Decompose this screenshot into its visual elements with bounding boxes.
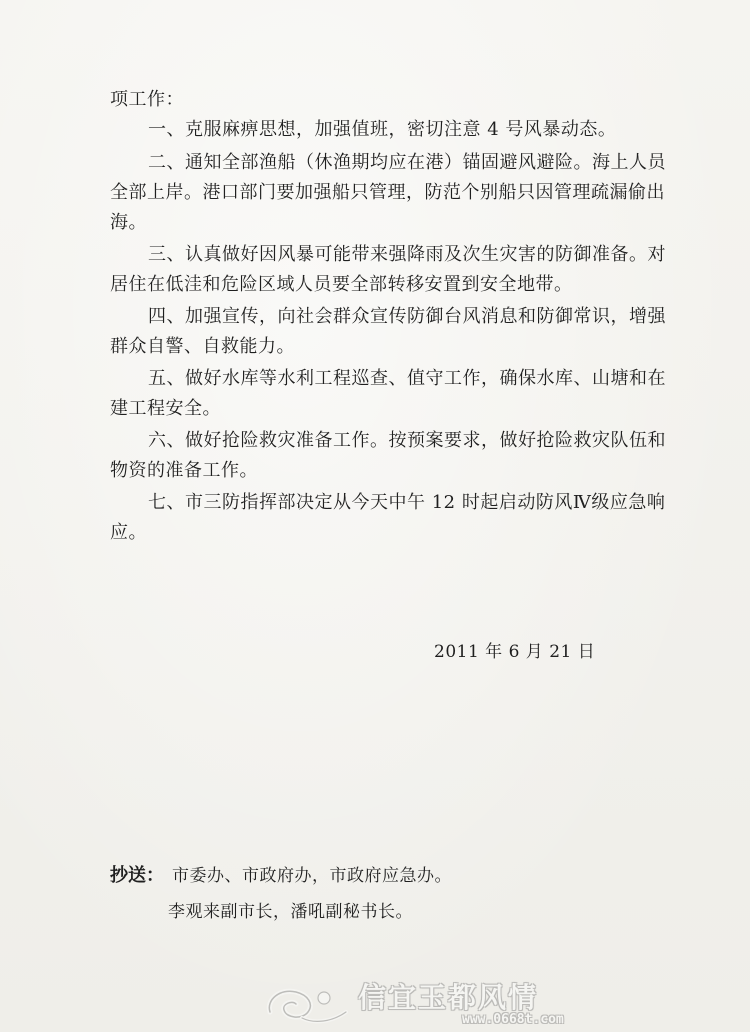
body-line-13: 物资的准备工作。 xyxy=(110,460,258,481)
body-line-3: 二、通知全部渔船（休渔期均应在港）锚固避风避险。海上人员 xyxy=(148,152,666,173)
document-date: 2011 年 6 月 21 日 xyxy=(434,642,596,662)
body-line-11: 建工程安全。 xyxy=(110,398,221,419)
cc-recipients-line-2: 李观来副市长，潘吼副秘书长。 xyxy=(168,902,413,922)
cc-recipients-line-1: 市委办、市政府办，市政府应急办。 xyxy=(172,866,452,886)
watermark xyxy=(262,982,742,1030)
body-line-14: 七、市三防指挥部决定从今天中午 12 时起启动防风Ⅳ级应急响 xyxy=(148,492,666,513)
body-line-8: 四、加强宣传，向社会群众宣传防御台风消息和防御常识，增强 xyxy=(148,306,666,327)
body-line-5: 海。 xyxy=(110,212,147,233)
watermark-title: 信宜玉都风情 xyxy=(358,981,539,1014)
body-line-4: 全部上岸。港口部门要加强船只管理，防范个别船只因管理疏漏偷出 xyxy=(110,182,665,203)
body-line-2: 一、克服麻痹思想，加强值班，密切注意 4 号风暴动态。 xyxy=(148,119,617,140)
body-line-10: 五、做好水库等水利工程巡查、值守工作，确保水库、山塘和在 xyxy=(148,368,666,389)
watermark-logo-icon xyxy=(262,982,352,1028)
cc-label: 抄送： xyxy=(110,865,164,886)
body-line-7: 居住在低洼和危险区域人员要全部转移安置到安全地带。 xyxy=(110,274,573,295)
body-line-12: 六、做好抢险救灾准备工作。按预案要求，做好抢险救灾队伍和 xyxy=(148,430,666,451)
body-line-1: 项工作： xyxy=(110,89,184,110)
body-line-9: 群众自警、自救能力。 xyxy=(110,336,295,357)
watermark-url: www.0668t.com xyxy=(462,1012,564,1027)
body-line-15: 应。 xyxy=(110,522,147,543)
body-line-6: 三、认真做好因风暴可能带来强降雨及次生灾害的防御准备。对 xyxy=(148,244,666,265)
